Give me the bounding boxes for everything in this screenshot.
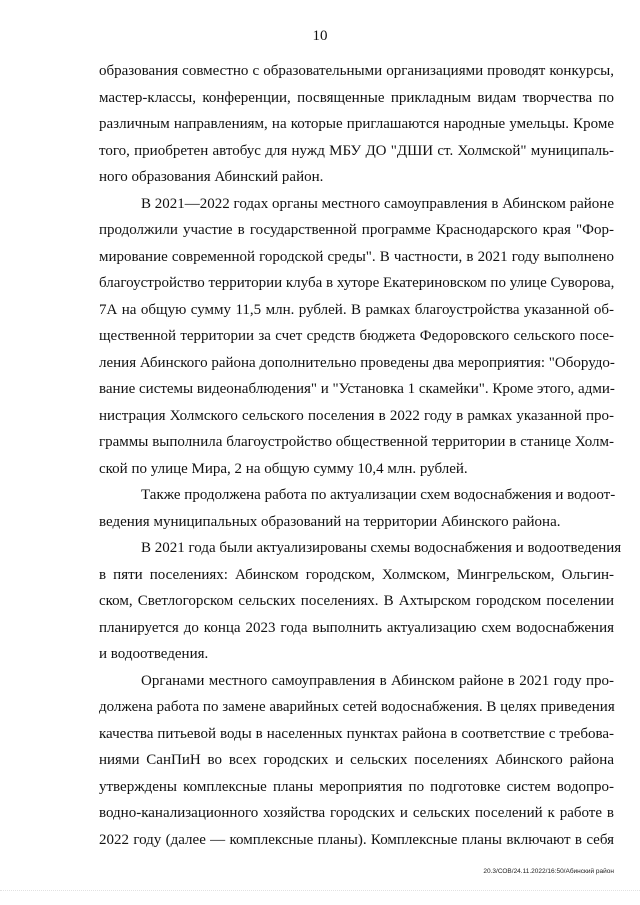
- text-line: мастер-классы, конференции, посвященные прикладным видам творчества по: [99, 89, 614, 106]
- text-line: образования совместно с образовательными организациями проводят конкурсы,: [99, 63, 614, 79]
- text-line: благоустройство территории клуба в хуторе Екатериновском по улице Суворова,: [99, 275, 615, 291]
- paragraph: [99, 535, 622, 668]
- text-line: ления Абинского района дополнительно проведены два мероприятия: "Оборудо-: [99, 354, 615, 371]
- text-line: вание системы видеонаблюдения" и "Установка 1 скамейки". Кроме этого, адми-: [99, 381, 615, 397]
- footer-stamp: 20.3/СОВ/24.11.2022/16:50/Абинский район: [483, 868, 614, 875]
- text-line: ском, Светлогорском сельских поселениях. В Ахтырском городском поселении: [99, 593, 614, 609]
- text-line: водно-канализационного хозяйства городских и сельских поселений к работе в: [99, 805, 614, 821]
- footer-divider: [0, 890, 640, 897]
- text-line: ного образования Абинский район.: [99, 169, 324, 185]
- text-line: граммы выполнила благоустройство общественной территории в станице Холм-: [99, 434, 614, 450]
- text-line: качества питьевой воды в населенных пунктах района в соответствие с требова-: [99, 725, 614, 742]
- text-line: В 2021—2022 годах органы местного самоуправления в Абинском районе: [141, 195, 614, 212]
- text-line: 7А на общую сумму 11,5 млн. рублей. В рамках благоустройства указанной об-: [99, 301, 614, 318]
- document-body: [99, 58, 622, 853]
- paragraph: [99, 191, 614, 483]
- text-line: должена работа по замене аварийных сетей водоснабжения. В целях приведения: [99, 699, 615, 715]
- paragraph: [99, 58, 614, 191]
- text-line: ведения муниципальных образований на территории Абинского района.: [99, 513, 561, 530]
- text-line: Органами местного самоуправления в Абинском районе в 2021 году про-: [141, 672, 614, 689]
- text-line: щественной территории за счет средств бюджета Федоровского сельского посе-: [99, 328, 614, 344]
- text-line: мирование современной городской среды". В частности, в 2021 году выполнено: [99, 248, 614, 265]
- text-line: различным направлениям, на которые приглашаются народные умельцы. Кроме: [99, 116, 614, 132]
- text-line: в пяти поселениях: Абинском городском, Холмском, Мингрельском, Ольгин-: [99, 566, 614, 583]
- paragraph: [99, 668, 614, 854]
- text-line: В 2021 года были актуализированы схемы водоснабжения и водоотведения: [141, 540, 622, 556]
- page-number: 10: [312, 28, 328, 44]
- text-line: и водоотведения.: [99, 646, 209, 662]
- text-line: 2022 году (далее — комплексные планы). Комплексные планы включают в себя: [99, 831, 614, 848]
- text-line: ской по улице Мира, 2 на общую сумму 10,4 млн. рублей.: [99, 460, 468, 477]
- text-line: того, приобретен автобус для нужд МБУ ДО "ДШИ ст. Холмской" муниципаль-: [99, 142, 614, 159]
- text-line: ниями СанПиН во всех городских и сельских поселениях Абинского района: [99, 752, 614, 768]
- text-line: планируется до конца 2023 года выполнить актуализацию схем водоснабжения: [99, 619, 614, 636]
- text-line: нистрация Холмского сельского поселения в 2022 году в рамках указанной про-: [99, 407, 614, 424]
- text-line: продолжили участие в государственной программе Краснодарского края "Фор-: [99, 222, 614, 238]
- paragraph: [99, 482, 614, 535]
- text-line: утверждены комплексные планы мероприятия по подготовке систем водопро-: [99, 778, 614, 795]
- text-line: Также продолжена работа по актуализации схем водоснабжения и водоот-: [141, 487, 616, 503]
